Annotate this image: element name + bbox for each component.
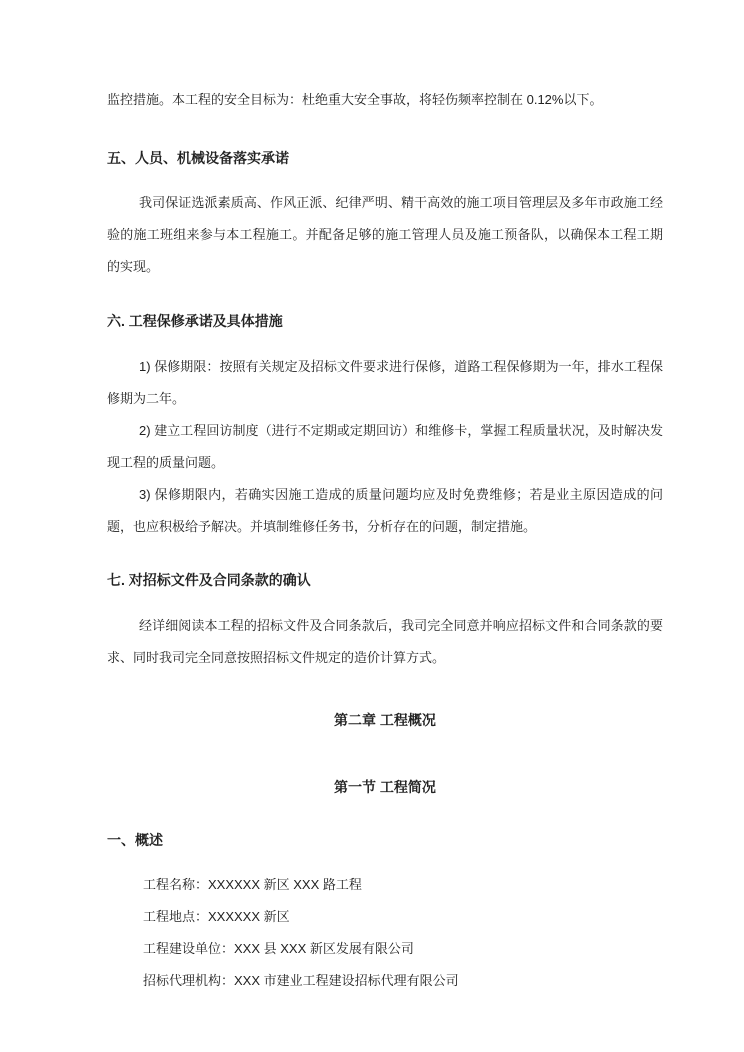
document-content [107, 0, 663, 997]
project-name-line: 工程名称：XXXXXX 新区 XXX 路工程 [143, 877, 362, 892]
section-5-heading: 五、人员、机械设备落实承诺 [107, 150, 289, 166]
chapter-heading: 第二章 工程概况 [334, 712, 436, 728]
section-6-item-3: 3) 保修期限内，若确实因施工造成的质量问题均应及时免费维修；若是业主原因造成的问题，也应积极给予解决。并填制维修任务书，分析存在的问题，制定措施。 [107, 487, 663, 534]
bidding-agency-line: 招标代理机构：XXX 市建业工程建设招标代理有限公司 [143, 973, 459, 988]
section-7-heading: 七. 对招标文件及合同条款的确认 [107, 572, 311, 588]
overview-heading: 一、概述 [107, 832, 163, 848]
section-heading: 第一节 工程简况 [334, 779, 436, 795]
section-6-item-1: 1) 保修期限：按照有关规定及招标文件要求进行保修，道路工程保修期为一年，排水工程保修期为二年。 [107, 359, 663, 406]
project-location-line: 工程地点：XXXXXX 新区 [143, 909, 290, 924]
continuation-paragraph: 监控措施。本工程的安全目标为：杜绝重大安全事故，将轻伤频率控制在 0.12%以下。 [107, 92, 603, 107]
construction-unit-line: 工程建设单位：XXX 县 XXX 新区发展有限公司 [143, 941, 414, 956]
section-7-paragraph: 经详细阅读本工程的招标文件及合同条款后，我司完全同意并响应招标文件和合同条款的要求、同时我司完全同意按照招标文件规定的造价计算方式。 [107, 618, 663, 665]
section-6-heading: 六. 工程保修承诺及具体措施 [107, 313, 283, 329]
section-5-paragraph: 我司保证选派素质高、作风正派、纪律严明、精干高效的施工项目管理层及多年市政施工经验的施工班组来参与本工程施工。并配备足够的施工管理人员及施工预备队，以确保本工程工期的实现。 [107, 195, 663, 274]
section-6-item-2: 2) 建立工程回访制度（进行不定期或定期回访）和维修卡，掌握工程质量状况，及时解决发现工程的质量问题。 [107, 423, 663, 470]
